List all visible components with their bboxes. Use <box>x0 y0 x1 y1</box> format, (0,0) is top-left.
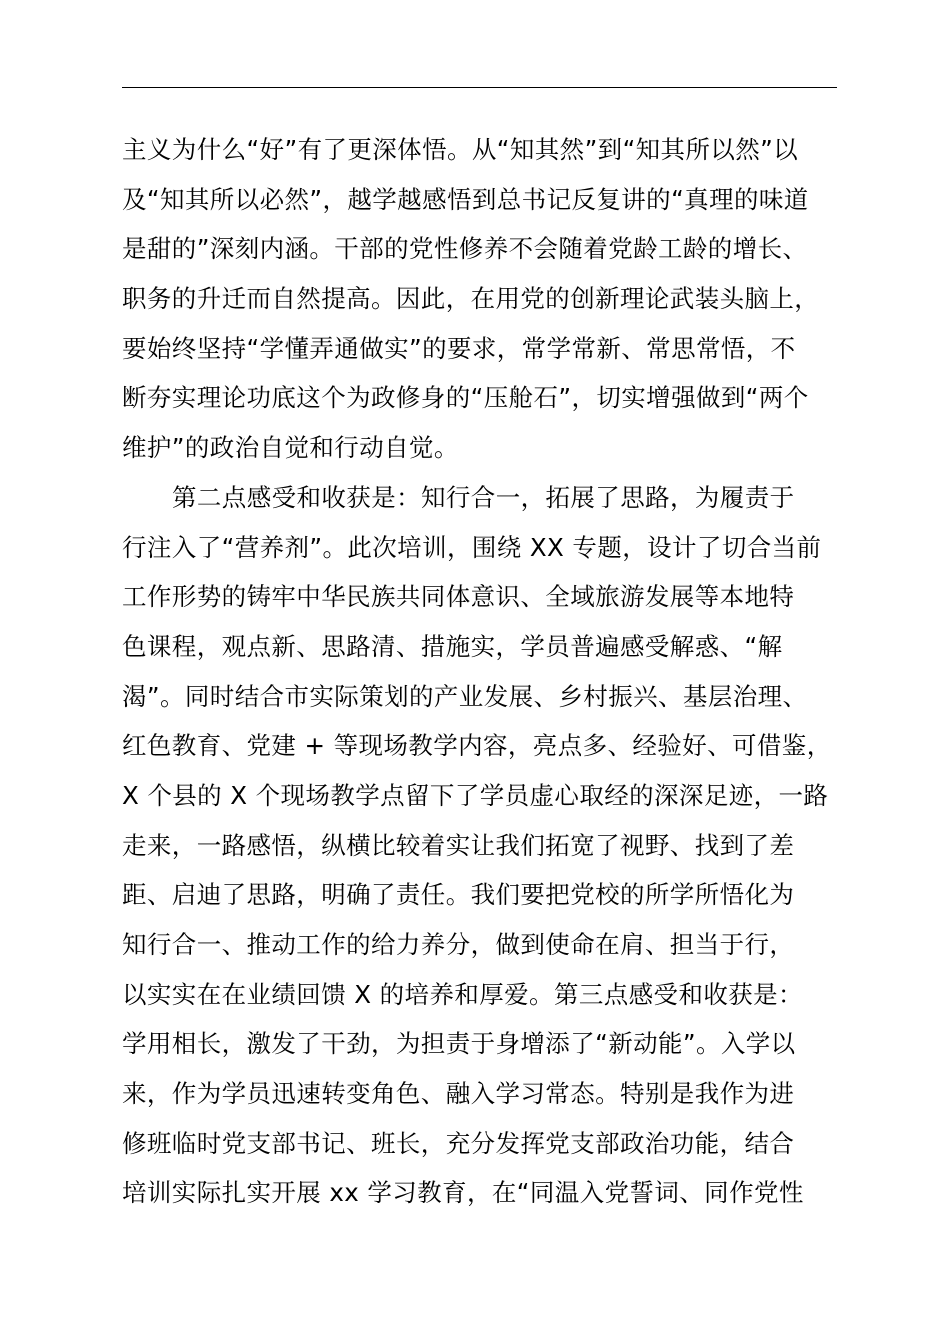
text-line: 及“知其所以必然”，越学越感悟到总书记反复讲的“真理的味道 <box>122 184 809 214</box>
text-line: 渴”。同时结合市实际策划的产业发展、乡村振兴、基层治理、 <box>122 681 808 711</box>
text-line: 断夯实理论功底这个为政修身的“压舱石”，切实增强做到“两个 <box>122 383 809 413</box>
document-body <box>122 125 847 1218</box>
paragraph-start-line: 第二点感受和收获是：知行合一，拓展了思路，为履责于 <box>172 482 795 512</box>
text-line: 职务的升迁而自然提高。因此，在用党的创新理论武装头脑上， <box>122 284 820 314</box>
text-line: 距、启迪了思路，明确了责任。我们要把党校的所学所悟化为 <box>122 880 795 910</box>
text-line: 红色教育、党建 + 等现场教学内容，亮点多、经验好、可借鉴， <box>122 731 832 761</box>
text-line: 工作形势的铸牢中华民族共同体意识、全域旅游发展等本地特 <box>122 582 795 612</box>
text-line: 知行合一、推动工作的给力养分，做到使命在肩、担当于行， <box>122 930 795 959</box>
text-line: 走来，一路感悟，纵横比较着实让我们拓宽了视野、找到了差 <box>122 830 795 860</box>
text-line: 行注入了“营养剂”。此次培训，围绕 XX 专题，设计了切合当前 <box>122 532 822 562</box>
header-rule <box>122 87 837 88</box>
text-line: 是甜的”深刻内涵。干部的党性修养不会随着党龄工龄的增长、 <box>122 234 808 264</box>
text-line: 培训实际扎实开展 xx 学习教育，在“同温入党誓词、同作党性 <box>122 1178 804 1208</box>
text-line: 修班临时党支部书记、班长，充分发挥党支部政治功能，结合 <box>122 1128 795 1158</box>
text-line: 主义为什么“好”有了更深体悟。从“知其然”到“知其所以然”以 <box>122 135 799 164</box>
text-line: 要始终坚持“学懂弄通做实”的要求，常学常新、常思常悟，不 <box>122 333 796 363</box>
text-line: 色课程，观点新、思路清、措施实，学员普遍感受解惑、“解 <box>122 631 783 661</box>
text-line: 以实实在在业绩回馈 X 的培养和厚爱。第三点感受和收获是： <box>122 979 803 1009</box>
text-line: 维护”的政治自觉和行动自觉。 <box>122 433 459 463</box>
text-line: 来，作为学员迅速转变角色、融入学习常态。特别是我作为进 <box>122 1079 795 1109</box>
text-line: 学用相长，激发了干劲，为担责于身增添了“新动能”。入学以 <box>122 1029 796 1059</box>
text-line: X 个县的 X 个现场教学点留下了学员虚心取经的深深足迹，一路 <box>122 780 829 810</box>
